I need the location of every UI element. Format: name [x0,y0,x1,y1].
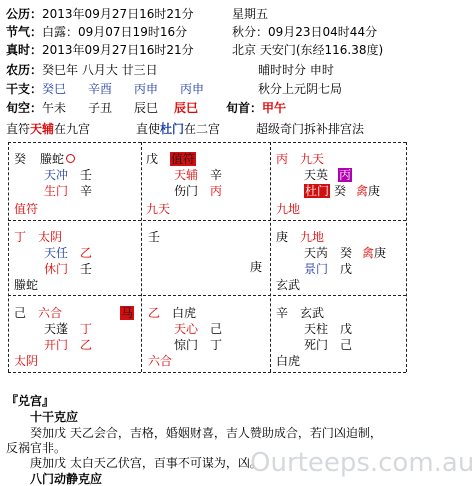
grid-v1 [141,142,142,372]
c12-door: 景门 [304,262,329,276]
cell-12-r3 [304,262,352,276]
row-xunkong [6,101,198,115]
row-ganzhi [6,82,204,96]
cell-02-r3 [304,184,380,198]
c12-gan: 庚 [276,230,289,244]
c00-star: 天冲 [44,168,69,182]
c12-qin: 禽 [362,246,375,260]
xunshou-value: 甲午 [262,101,287,115]
cell-11-r1: 壬 [148,230,161,244]
c02-gan: 丙 [276,152,289,166]
c10-gan2: 乙 [80,246,93,260]
cell-21-r4: 六合 [148,354,173,368]
xunkong-3: 辰巳 [134,101,159,115]
label-ganzhi: 干支： [6,82,43,96]
label-xunkong: 旬空： [6,101,43,115]
c22-door: 死门 [304,338,329,352]
c22-gan2: 戊 [340,322,353,336]
cell-21-r2 [174,322,222,336]
cell-22-r1 [276,306,324,320]
c10-star: 天任 [44,246,69,260]
c12-star: 天芮 [304,246,329,260]
cell-21-r1 [148,306,196,320]
xunshou [226,101,286,115]
ganzhi-day: 丙申 [134,82,159,96]
cell-20-r1 [14,306,62,320]
c02-star: 天英 [304,168,329,182]
c21-gan: 乙 [148,306,161,320]
ganzhi-year: 癸巳 [42,82,67,96]
cell-01-r2 [174,168,222,182]
c01-gan: 戊 [146,152,159,166]
grid-left [8,142,9,372]
c01-gan3: 丙 [210,184,223,198]
cell-12-r1 [276,230,324,244]
cell-00-r1 [14,152,75,166]
row-zhenshi [6,43,194,57]
weekday: 星期五 [232,7,269,21]
grid-h1 [8,220,406,221]
c21-gan2: 己 [210,322,223,336]
c00-gan: 癸 [14,152,27,166]
cell-12-r4: 玄武 [276,278,301,292]
zhishi-line [136,122,220,136]
c21-gan3: 丁 [210,338,223,352]
cell-01-r3 [174,184,222,198]
zhifu-palace: 在九宫 [54,122,91,136]
zhifu-star: 天辅 [30,122,55,136]
value-jieqi: 白露：09月07日19时16分 [42,25,188,39]
cell-01-r4: 九天 [146,202,171,216]
jieqi-extra: 秋分：09月23日04时44分 [232,25,378,39]
cell-11-r3: 庚 [250,260,263,274]
c12-gan3: 庚 [374,246,387,260]
c01-god: 值符 [171,152,196,166]
cell-00-r4: 值符 [14,202,39,216]
cell-22-r2 [304,322,352,336]
c22-gan: 辛 [276,306,289,320]
location: 北京 天安门(东经116.38度) [232,43,384,57]
ganzhi-hour: 丙申 [180,82,205,96]
cell-22-r3 [304,338,352,352]
value-gongli: 2013年09月27日16时21分 [42,7,194,21]
shichen: 晡时时分 申时 [258,63,334,77]
label-zhenshi: 真时： [6,43,43,57]
c10-god: 太阴 [38,230,63,244]
section-line1: 癸加戊 天乙会合，吉格，婚姻财喜，吉人赞助成合，若门凶迫制， [30,426,382,440]
c20-god: 六合 [38,306,63,320]
cell-10-r3 [44,262,92,276]
c20-gan2: 丁 [80,322,93,336]
cell-02-r1 [276,152,324,166]
c10-gan: 丁 [14,230,27,244]
zhifu-label: 直符 [6,122,31,136]
grid-v2 [270,142,271,372]
c00-gan3: 辛 [80,184,93,198]
value-zhenshi: 2013年09月27日16时21分 [42,43,194,57]
c02-gan4: 庚 [368,184,381,198]
c01-star: 天辅 [174,168,199,182]
xunkong-2: 子丑 [88,101,113,115]
c00-door: 生门 [44,184,69,198]
zhishi-label: 直使 [136,122,161,136]
c21-god: 白虎 [172,306,197,320]
c02-gan3: 癸 [334,184,347,198]
c00-god: 螣蛇 [40,152,65,166]
c12-god: 九地 [300,230,325,244]
label-gongli: 公历： [6,7,43,21]
cell-00-r3 [44,184,92,198]
c22-star: 天柱 [304,322,329,336]
c00-gan2: 壬 [80,168,93,182]
watermark: Ourteeps.com.au [250,448,474,478]
section-line3: 庚加戊 太白天乙伏宫，百事不可谋为，凶。 [30,456,262,470]
c21-star: 天心 [174,322,199,336]
c22-god: 玄武 [300,306,325,320]
cell-22-r4: 白虎 [276,354,301,368]
zhifu-line [6,122,90,136]
c10-gan3: 壬 [80,262,93,276]
zhishi-door: 杜门 [160,122,185,136]
ma-badge: 马 [121,306,134,320]
label-jieqi: 节气： [6,25,43,39]
section-line4: 八门动静克应 [30,472,103,486]
circle-icon [66,154,75,163]
grid-right [406,142,407,372]
cell-00-r2 [44,168,92,182]
method: 超级奇门拆补排宫法 [256,122,365,136]
c02-qin: 禽 [356,184,369,198]
grid-h2 [8,295,406,296]
cell-10-r4: 螣蛇 [14,278,39,292]
c02-gan2: 丙 [339,168,352,182]
ganzhi-month: 辛酉 [88,82,113,96]
cell-20-r2 [44,322,92,336]
cell-21-r3 [174,338,222,352]
xunkong-1: 午未 [42,101,67,115]
cell-10-r1 [14,230,62,244]
c20-door: 开门 [44,338,69,352]
c22-gan3: 己 [340,338,353,352]
row-jieqi [6,25,187,39]
cell-01-r1 [146,152,196,166]
value-nongli: 癸巳年 八月大 廿三日 [42,63,158,77]
ju: 秋分上元阴七局 [258,82,343,96]
section-subtitle: 十干克应 [30,410,79,424]
c21-door: 惊门 [174,338,199,352]
label-xunshou: 旬首： [226,101,263,115]
cell-02-r4: 九地 [276,202,301,216]
grid-top [8,142,406,143]
c10-door: 休门 [44,262,69,276]
cell-20-r4: 太阴 [14,354,39,368]
horse-badge [120,306,134,320]
c01-gan2: 辛 [210,168,223,182]
label-nongli: 农历： [6,63,43,77]
cell-12-r2 [304,246,386,260]
c20-gan: 己 [14,306,27,320]
zhishi-palace: 在二宫 [184,122,221,136]
row-nongli [6,63,158,77]
c01-door: 伤门 [174,184,199,198]
c20-star: 天蓬 [44,322,69,336]
xunkong-highlight: 辰巳 [174,101,199,115]
row-gongli [6,7,194,21]
cell-10-r2 [44,246,92,260]
section-line2: 反祸官非。 [6,441,67,455]
c12-gan2: 癸 [340,246,353,260]
c02-door: 杜门 [305,184,330,198]
c12-gan4: 戊 [340,262,353,276]
cell-20-r3 [44,338,92,352]
c02-god: 九天 [300,152,325,166]
grid-bottom [8,372,406,373]
section-title: 『兑宫』 [6,394,55,408]
cell-02-r2 [304,168,352,182]
c20-gan3: 乙 [80,338,93,352]
